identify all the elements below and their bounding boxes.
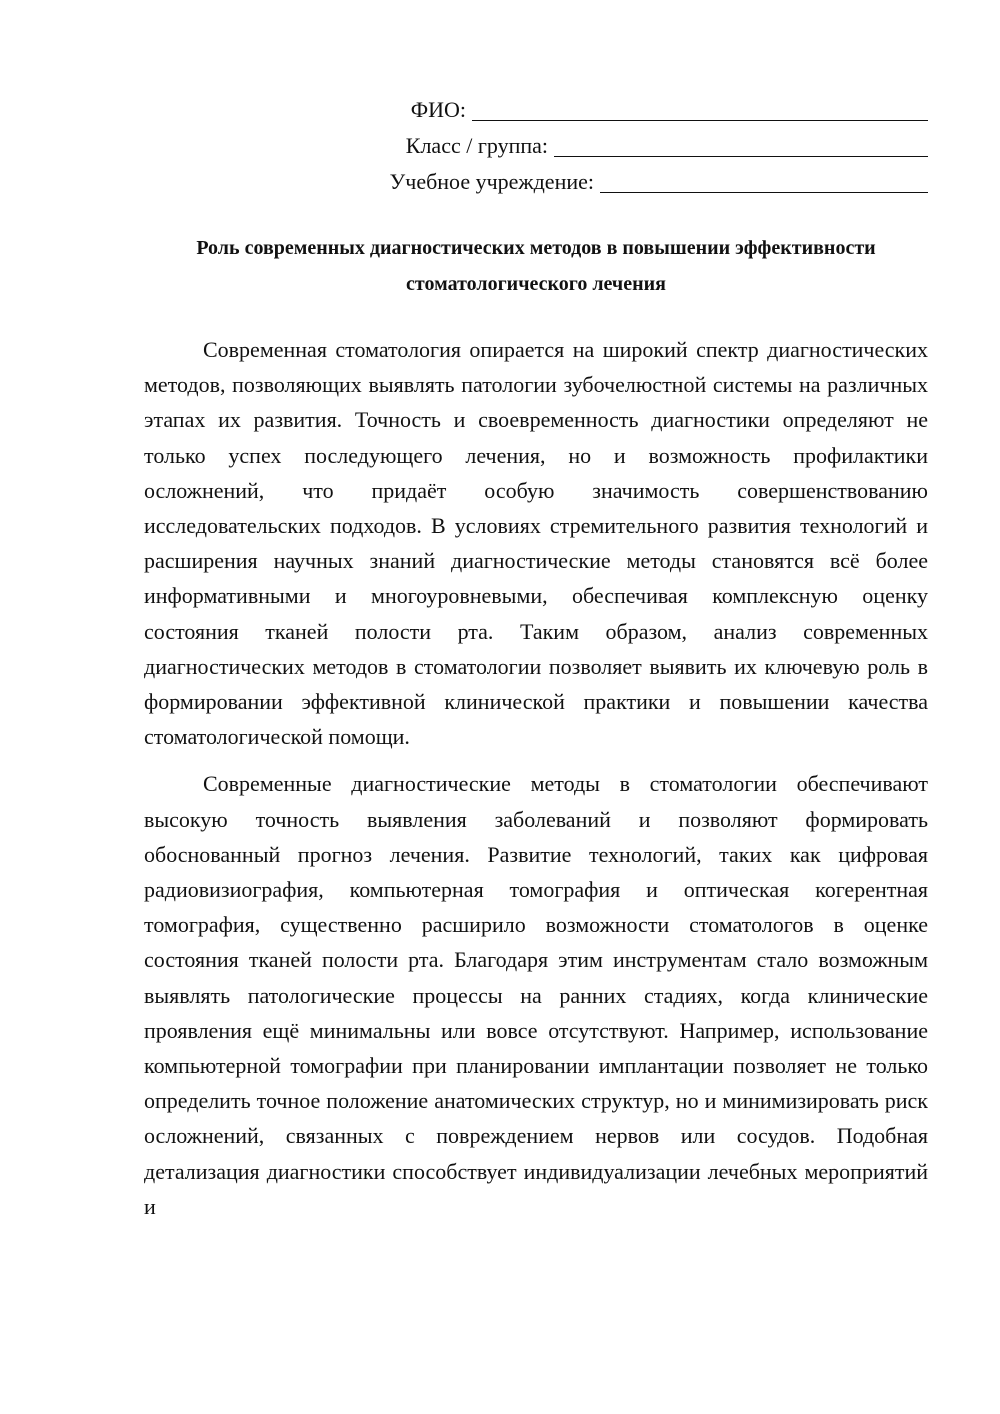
institution-row	[330, 164, 928, 200]
fio-row	[330, 92, 928, 128]
class-group-label: Класс / группа:	[405, 133, 548, 158]
student-info-block	[330, 92, 928, 200]
class-group-row	[330, 128, 928, 164]
paragraph-1: Современная стоматология опирается на широкий спектр диагностических методов, позволяющих выявлять патологии зубочелюстной системы на различных этапах их развития. Точность и своевременность диагностики определяют не только успех последующего лечения, но и возможность профилактики осложнений, что придаёт особую значимость совершенствованию исследовательских подходов. В условиях стремительного развития технологий и расширения научных знаний диагностические методы становятся всё более информативными и многоуровневыми, обеспечивая комплексную оценку состояния тканей полости рта. Таким образом, анализ современных диагностических методов в стоматологии позволяет выявить их ключевую роль в формировании эффективной клинической практики и повышении качества стоматологической помощи.	[144, 337, 928, 750]
fio-blank-line	[472, 98, 928, 121]
title-line-1: Роль современных диагностических методов в повышении эффективности	[196, 237, 876, 259]
paragraph-2: Современные диагностические методы в стоматологии обеспечивают высокую точность выявления заболеваний и позволяют формировать обоснованный прогноз лечения. Развитие технологий, таких как цифровая радиовизиография, компьютерная томография и оптическая когерентная томография, существенно расширило возможности стоматологов в оценке состояния тканей полости рта. Благодаря этим инструментам стало возможным выявлять патологические процессы на ранних стадиях, когда клинические проявления ещё минимальны или вовсе отсутствуют. Например, использование компьютерной томографии при планировании имплантации позволяет не только определить точное положение анатомических структур, но и минимизировать риск осложнений, связанных с повреждением нервов или сосудов. Подобная детализация диагностики способствует индивидуализации лечебных мероприятий и	[144, 771, 928, 1219]
institution-blank-line	[600, 170, 928, 193]
title-line-2: стоматологического лечения	[406, 273, 666, 295]
fio-label: ФИО:	[410, 97, 466, 122]
document-body	[144, 332, 928, 1236]
institution-label: Учебное учреждение:	[389, 169, 594, 194]
document-title	[144, 230, 928, 302]
class-group-blank-line	[554, 134, 928, 157]
